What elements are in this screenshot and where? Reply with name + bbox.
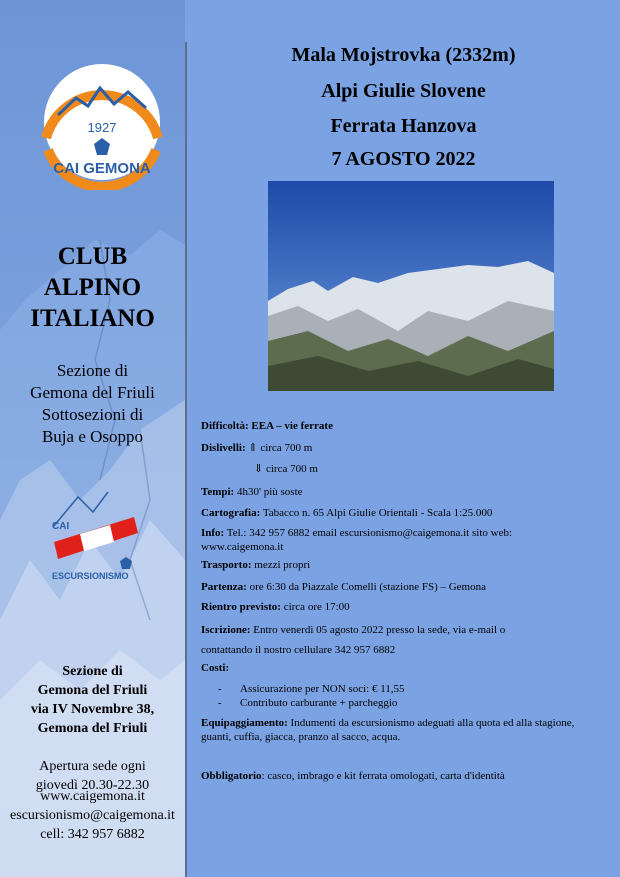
iscrizione-value-2: contattando il nostro cellulare 342 957 6882 [201,644,396,656]
club-line-3: ITALIANO [30,305,155,332]
website-link[interactable]: www.caigemona.it [40,789,145,804]
left-sidebar [0,0,185,877]
trasporto-value: mezzi propri [251,559,311,571]
tempi-value: 4h30' più soste [234,486,303,498]
event-title: Mala Mojstrovka (2332m) [291,44,516,66]
iscrizione-value: Entro venerdì 05 agosto 2022 presso la sede, via e-mail o [250,624,506,636]
bullet-dash: - [218,697,222,709]
address-line: Sezione di [62,664,123,679]
cai-escursionismo-logo [48,487,140,582]
sezione-line: Sezione di [56,361,129,380]
esc-logo-cai: CAI [52,521,70,532]
sezione-line: Gemona del Friuli [30,383,155,402]
main-content [187,0,620,877]
info-website[interactable]: www.caigemona.it [201,541,284,553]
sezione-line: Buja e Osoppo [41,427,144,446]
bullet-dash: - [218,683,222,695]
dislivelli [201,441,620,455]
dislivello-up: ⇑ circa 700 m [248,442,313,454]
trasporto-label: Trasporto: [201,559,252,571]
obbligatorio [201,769,620,783]
logo-name: CAI GEMONA [53,160,151,177]
equip-label: Equipaggiamento: [201,717,288,729]
iscrizione-label: Iscrizione: [201,624,251,636]
address-block [0,662,185,738]
equip-value: Indumenti da escursionismo adeguati alla quota ed alla stagione, [287,717,575,729]
cell-number: cell: 342 957 6882 [40,827,145,842]
hours-line: giovedì 20.30-22.30 [35,778,150,793]
partenza-value: ore 6:30 da Piazzale Comelli (stazione FS) – Gemona [246,581,486,593]
event-area: Alpi Giulie Slovene [321,80,486,102]
address-line: Gemona del Friuli [37,721,148,736]
trasporto [201,558,620,572]
email-link[interactable]: escursionismo@caigemona.it [10,808,175,823]
obbl-label: Obbligatorio [201,770,262,782]
equipaggiamento [201,716,620,744]
mountain-photo [268,181,554,391]
tempi-label: Tempi: [201,486,235,498]
info-label: Info: [201,527,225,539]
costi [201,661,620,675]
sezione-line: Sottosezioni di [41,405,144,424]
cai-gemona-logo [28,60,176,190]
cartografia-label: Cartografia: [201,507,261,519]
rientro-value: circa ore 17:00 [280,601,350,613]
info-value: Tel.: 342 957 6882 email escursionismo@caigemona.it sito web: [224,527,513,539]
info [201,526,620,554]
difficulty [201,419,620,433]
contacts-block [0,787,185,844]
difficulty-label: Difficoltà: EEA – vie ferrate [201,420,333,432]
esc-logo-text: ESCURSIONISMO [52,571,129,581]
dislivelli-label: Dislivelli: [201,442,246,454]
cartografia-value: Tabacco n. 65 Alpi Giulie Orientali - Scala 1:25.000 [260,507,493,519]
club-line-1: CLUB [57,243,128,270]
club-title [0,241,185,334]
cartografia [201,506,620,520]
sezione-block [0,360,185,448]
tempi [201,485,620,499]
iscrizione [201,620,620,660]
equip-value-2: guanti, cuffia, giacca, pranzo al sacco, acqua. [201,731,401,743]
costi-item: Contributo carburante + parcheggio [240,697,398,709]
address-line: Gemona del Friuli [37,683,148,698]
event-route: Ferrata Hanzova [330,115,477,137]
costi-label: Costi: [201,662,230,674]
obbl-value: : casco, imbrago e kit ferrata omologati, carta d'identità [261,770,505,782]
rientro [201,600,620,614]
club-line-2: ALPINO [43,274,142,301]
hours-line: Apertura sede ogni [39,759,146,774]
event-date: 7 AGOSTO 2022 [331,148,476,170]
partenza-label: Partenza: [201,581,247,593]
logo-year: 1927 [87,120,117,135]
rientro-label: Rientro previsto: [201,601,281,613]
address-line: via IV Novembre 38, [30,702,155,717]
dislivello-down: ⇓ circa 700 m [254,463,318,475]
costi-item: Assicurazione per NON soci: € 11,55 [240,683,405,695]
partenza [201,580,620,594]
